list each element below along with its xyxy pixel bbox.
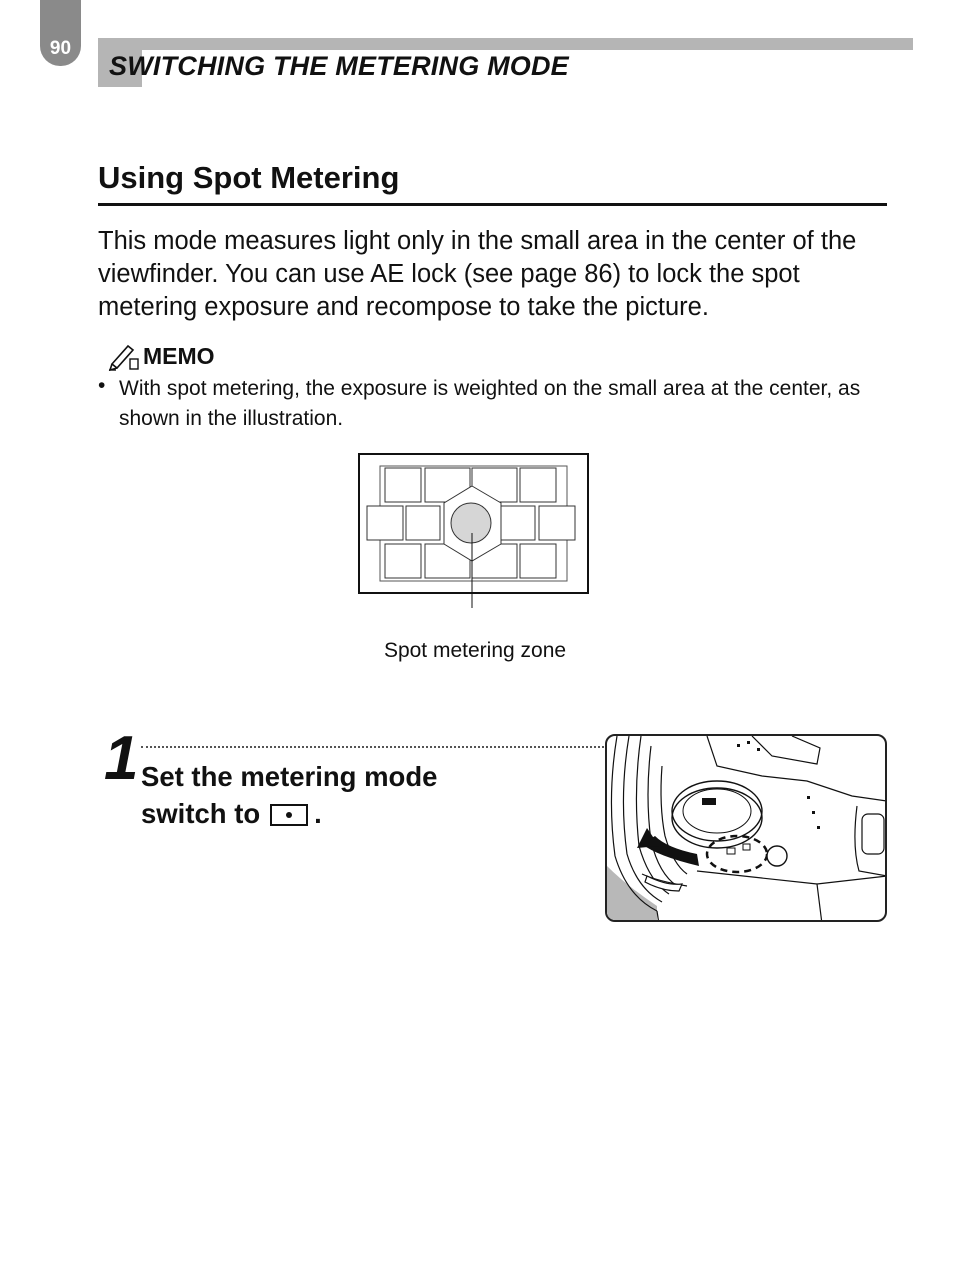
memo-text: With spot metering, the exposure is weighted on the small area at the center, as shown in the illustration. <box>119 377 861 430</box>
subheading-rule <box>98 203 887 206</box>
step-line-2-suffix: . <box>314 798 322 829</box>
memo-bullet: • <box>98 374 106 397</box>
spot-metering-icon <box>270 804 308 826</box>
header-bar <box>98 38 913 50</box>
camera-drawing <box>607 736 887 922</box>
memo-label: MEMO <box>143 343 215 369</box>
viewfinder-diagram <box>358 453 590 613</box>
section-title: SWITCHING THE METERING MODE <box>109 51 569 81</box>
body-paragraph: This mode measures light only in the small area in the center of the viewfinder. You can use AE lock (see page 86) to lock the spot metering exposure and recompose to take the picture. <box>98 227 857 321</box>
step-line-2 <box>141 795 437 832</box>
step-divider <box>141 746 604 748</box>
step-line-1: Set the metering mode <box>141 761 438 792</box>
page-number: 90 <box>49 38 72 59</box>
step-number: 1 <box>104 724 139 793</box>
page-tab <box>40 0 81 66</box>
diagram-caption: Spot metering zone <box>383 639 567 662</box>
step-line-2-prefix: switch to <box>141 798 261 829</box>
pencil-icon <box>108 341 140 371</box>
camera-illustration <box>605 734 887 922</box>
spot-metering-zone <box>451 503 491 543</box>
step-instruction <box>141 758 437 832</box>
subheading: Using Spot Metering <box>98 160 400 195</box>
